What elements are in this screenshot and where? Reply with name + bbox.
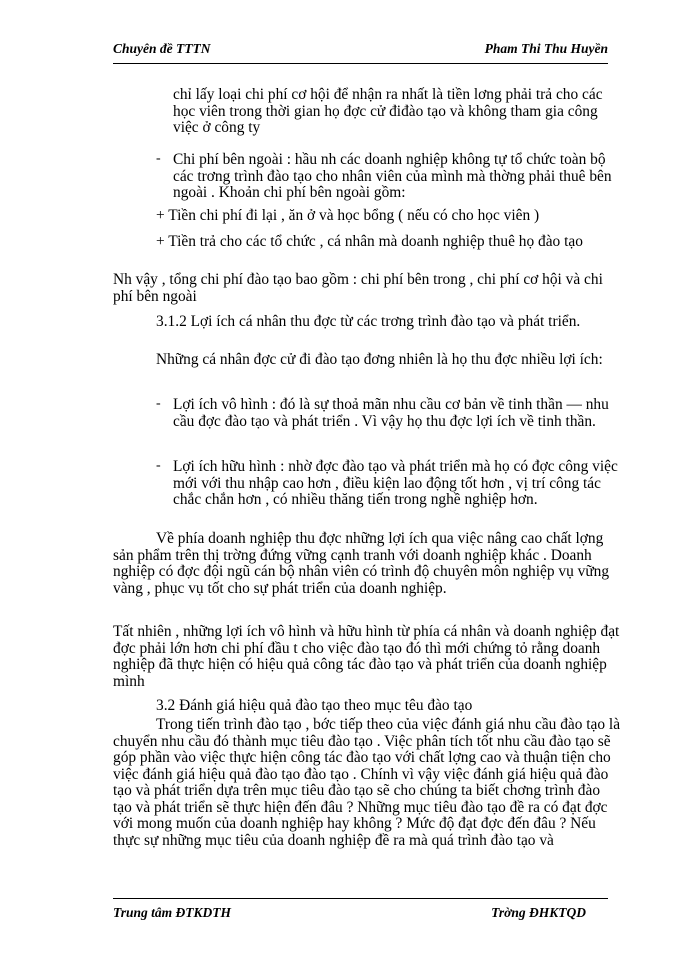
bullet-intangible-benefits: Lợi ích vô hình : đó là sự thoả mãn nhu cầu cơ bản về tinh thần — nhu cầu đợc đào tạo và phát triển . Vì vậy họ thu đợc lợi ích về tinh thần.: [173, 396, 609, 430]
paragraph-enterprise-benefits: Về phía doanh nghiệp thu đợc những lợi ích qua việc nâng cao chất lợng sản phẩm trên thị trờng đứng vững cạnh tranh với doanh nghiệp khác . Doanh nghiệp có đợc đội ngũ cán bộ nhân viên có trình độ chuyên môn nghiệp vụ vững vàng , phục vụ tốt cho sự phát triển của doanh nghiệp.: [113, 530, 610, 597]
paragraph-opportunity-cost: chỉ lấy loại chi phí cơ hội để nhận ra nhất là tiền lơng phải trả cho các học viên trong thời gian họ đợc cử điđào tạo và không tham gia công việc ở công ty: [173, 86, 603, 136]
bullet-external-cost: Chi phí bên ngoài : hầu nh các doanh nghiệp không tự tổ chức toàn bộ các trơng trình đào tạo cho nhân viên của mình mà thờng phải thuê bên ngoài . Khoản chi phí bên ngoài gồm:: [173, 151, 612, 201]
bullet-marker: -: [156, 458, 161, 473]
header-author: Pham Thi Thu Huyền: [484, 41, 608, 56]
footer-center-name: Trung tâm ĐTKDTH: [113, 905, 232, 920]
paragraph-conclusion: Tất nhiên , những lợi ích vô hình và hữu hình từ phía cá nhân và doanh nghiệp đạt đợc phải lớn hơn chi phí đầu t cho việc đào tạo đó thì mới chứng tỏ rằng doanh nghiệp đã thực hiện có hiệu quả công tác đào tạo và phát triển của doanh nghiệp mình: [113, 623, 620, 690]
paragraph-training-objectives: Trong tiến trình đào tạo , bớc tiếp theo của việc đánh giá nhu cầu đào tạo là chuyển nhu cầu đó thành mục tiêu đào tạo . Việc phân tích tốt nhu cầu đào tạo sẽ góp phần vào việc thực hiện công tác đào tạo với chất lợng cao và thuận tiện cho việc đánh giá hiệu quả đào tạo đào tạo . Chính vì vậy việc đánh giá hiệu quả đào tạo và phát triển dựa trên mục tiêu đào tạo sẽ cho chúng ta biết chơng trình đào tạo và phát triển sẽ thực hiện đến đâu ? Những mục tiêu đào tạo đề ra có đạt đợc với mong muốn của doanh nghiệp hay không ? Mức độ đạt đợc đến đâu ? Nếu thực sự những mục tiêu của doanh nghiệp đề ra mà quá trình đào tạo và: [113, 716, 621, 849]
list-item-travel-cost: + Tiền chi phí đi lại , ăn ở và học bổng ( nếu có cho học viên ): [156, 207, 540, 224]
footer-university-name: Trờng ĐHKTQD: [491, 905, 586, 920]
page-footer: [113, 898, 608, 920]
section-heading-3-1-2: 3.1.2 Lợi ích cá nhân thu đợc từ các trơng trình đào tạo và phát triển.: [156, 313, 581, 330]
list-item-external-fees: + Tiền trả cho các tổ chức , cá nhân mà doanh nghiệp thuê họ đào tạo: [156, 233, 583, 250]
paragraph-individual-benefits: Những cá nhân đợc cử đi đào tạo đơng nhiên là họ thu đợc nhiều lợi ích:: [156, 351, 603, 368]
bullet-marker: -: [156, 396, 161, 411]
page-header: [113, 41, 608, 64]
bullet-marker: -: [156, 151, 161, 166]
header-topic: Chuyên đề TTTN: [113, 41, 211, 56]
section-heading-3-2: 3.2 Đánh giá hiệu quả đào tạo theo mục têu đào tạo: [156, 697, 473, 714]
bullet-tangible-benefits: Lợi ích hữu hình : nhờ đợc đào tạo và phát triển mà họ có đợc công việc mới với thu nhập cao hơn , điều kiện lao động tốt hơn , vị trí công tác chắc chắn hơn , có nhiều thăng tiến trong nghề nghiệp hơn.: [173, 458, 618, 508]
paragraph-total-cost: Nh vậy , tổng chi phí đào tạo bao gồm : chi phí bên trong , chi phí cơ hội và chi phí bên ngoài: [113, 271, 603, 305]
